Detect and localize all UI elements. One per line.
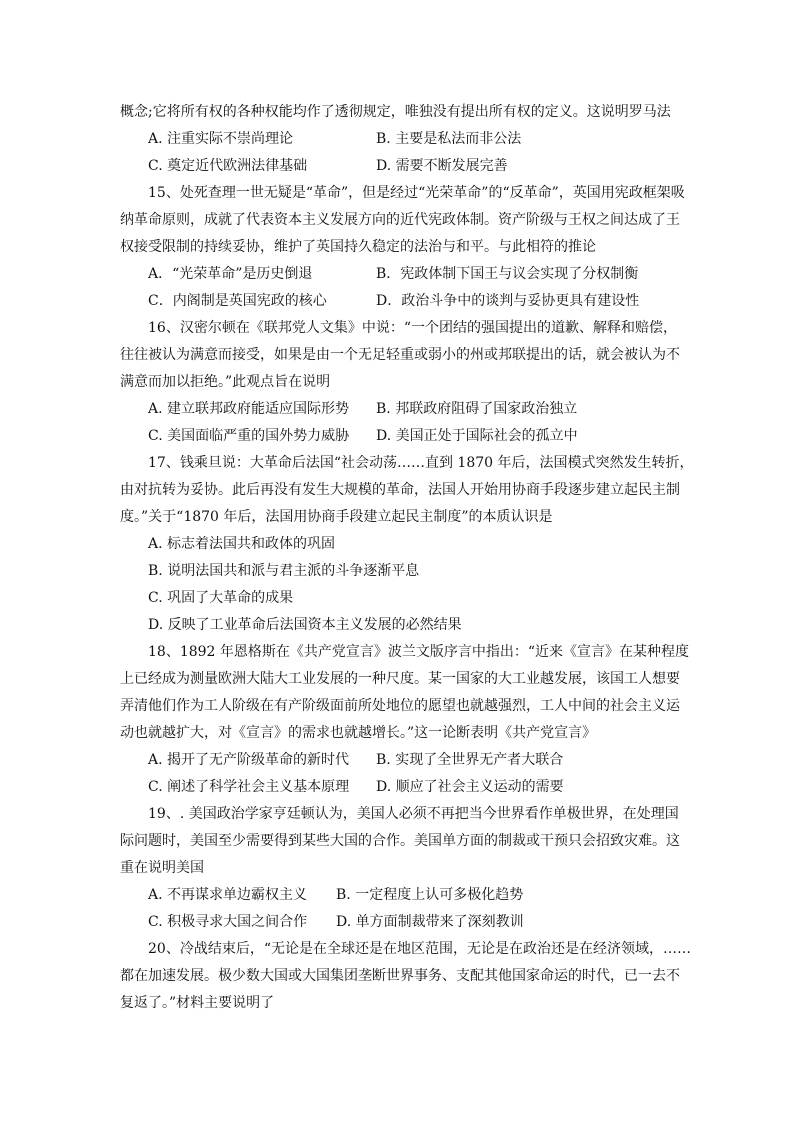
question-15-option-row bbox=[148, 291, 639, 311]
question-19-text: 19、. 美国政治学家亨廷顿认为，美国人必须不再把当今世界看作单极世界，在处理国 bbox=[148, 806, 679, 822]
question-16-text: 满意而加以拒绝。”此观点旨在说明 bbox=[120, 374, 331, 390]
option-d: D. 需要不断发展完善 bbox=[376, 158, 508, 174]
option-d: D. 美国正处于国际社会的孤立中 bbox=[376, 428, 578, 444]
intro-option-row bbox=[148, 156, 508, 176]
question-18-text: 18、1892 年恩格斯在《共产党宣言》波兰文版序言中指出：“近来《宣言》在某种程度 bbox=[148, 644, 690, 660]
question-16-option-row bbox=[148, 426, 578, 446]
option-c: C．内阁制是英国宪政的核心 bbox=[148, 293, 327, 309]
question-17-text: 17、钱乘旦说：大革命后法国“社会动荡……直到 1870 年后，法国模式突然发生转折， bbox=[148, 455, 694, 471]
option-b: B. 一定程度上认可多极化趋势 bbox=[336, 887, 524, 903]
option-d: D. 顺应了社会主义运动的需要 bbox=[376, 779, 564, 795]
question-19-option-row bbox=[148, 912, 524, 932]
question-16-option-row bbox=[148, 399, 577, 419]
question-15-text: 纳革命原则，成就了代表资本主义发展方向的近代宪政体制。资产阶级与王权之间达成了王 bbox=[120, 212, 680, 228]
option-b: B. 实现了全世界无产者大联合 bbox=[376, 752, 564, 768]
question-16-text: 往往被认为满意而接受，如果是由一个无足轻重或弱小的州或邦联提出的话，就会被认为不 bbox=[120, 347, 680, 363]
question-19-text: 际问题时，美国至少需要得到某些大国的合作。美国单方面的制裁或干预只会招致灾难。这 bbox=[120, 833, 680, 849]
question-17-text: 由对抗转为妥协。此后再没有发生大规模的革命，法国人开始用协商手段逐步建立起民主制 bbox=[120, 482, 680, 498]
question-18-option-row bbox=[148, 777, 564, 797]
option-a: A. 注重实际不崇尚理论 bbox=[148, 131, 294, 147]
option-a: A. 不再谋求单边霸权主义 bbox=[148, 887, 308, 903]
question-18-option-row bbox=[148, 750, 563, 770]
question-20-text: 复返了。”材料主要说明了 bbox=[120, 995, 275, 1011]
option-b: B. 邦联政府阻碍了国家政治独立 bbox=[376, 401, 578, 417]
question-20-text: 20、冷战结束后，“无论是在全球还是在地区范围，无论是在政治还是在经济领域，…… bbox=[148, 941, 691, 957]
option-a: A. 标志着法国共和政体的巩固 bbox=[148, 536, 336, 552]
question-18-text: 上已经成为测量欧洲大陆大工业发展的一种尺度。某一国家的大工业越发展，该国工人想要 bbox=[120, 671, 680, 687]
option-b: B．宪政体制下国王与议会实现了分权制衡 bbox=[376, 266, 639, 282]
intro-option-row bbox=[148, 129, 521, 149]
option-a: A. 揭开了无产阶级革命的新时代 bbox=[148, 752, 350, 768]
option-b: B. 主要是私法而非公法 bbox=[376, 131, 522, 147]
question-15-text: 权接受限制的持续妥协，维护了英国持久稳定的法治与和平。与此相符的推论 bbox=[120, 239, 596, 255]
intro-text-line: 概念;它将所有权的各种权能均作了透彻规定，唯独没有提出所有权的定义。这说明罗马法 bbox=[120, 104, 671, 120]
question-19-option-row bbox=[148, 885, 523, 905]
option-c: C. 奠定近代欧洲法律基础 bbox=[148, 158, 308, 174]
question-17-text: 度。”关于“1870 年后，法国用协商手段建立起民主制度”的本质认识是 bbox=[120, 509, 553, 525]
option-c: C. 美国面临严重的国外势力威胁 bbox=[148, 428, 350, 444]
question-20-text: 都在加速发展。极少数大国或大国集团垄断世界事务、支配其他国家命运的时代，已一去不 bbox=[120, 968, 680, 984]
option-a: A．“光荣革命”是历史倒退 bbox=[148, 266, 313, 282]
option-d: D. 反映了工业革命后法国资本主义发展的必然结果 bbox=[148, 617, 462, 633]
option-c: C. 巩固了大革命的成果 bbox=[148, 590, 294, 606]
question-15-text: 15、处死查理一世无疑是“革命”，但是经过“光荣革命”的“反革命”，英国用宪政框架吸 bbox=[148, 185, 685, 201]
question-16-text: 16、汉密尔顿在《联邦党人文集》中说：“一个团结的强国提出的道歉、解释和赔偿， bbox=[148, 320, 677, 336]
option-a: A. 建立联邦政府能适应国际形势 bbox=[148, 401, 350, 417]
question-19-text: 重在说明美国 bbox=[120, 860, 204, 876]
option-d: D．政治斗争中的谈判与妥协更具有建设性 bbox=[376, 293, 640, 309]
question-15-option-row bbox=[148, 264, 638, 284]
option-b: B. 说明法国共和派与君主派的斗争逐渐平息 bbox=[148, 563, 420, 579]
option-d: D. 单方面制裁带来了深刻教训 bbox=[336, 914, 524, 930]
option-c: C. 阐述了科学社会主义基本原理 bbox=[148, 779, 350, 795]
question-18-text: 动也就越扩大，对《宣言》的需求也就越增长。”这一论断表明《共产党宣言》 bbox=[120, 725, 597, 741]
question-18-text: 弄清他们作为工人阶级在有产阶级面前所处地位的愿望也就越强烈，工人中间的社会主义运 bbox=[120, 698, 680, 714]
option-c: C. 积极寻求大国之间合作 bbox=[148, 914, 308, 930]
